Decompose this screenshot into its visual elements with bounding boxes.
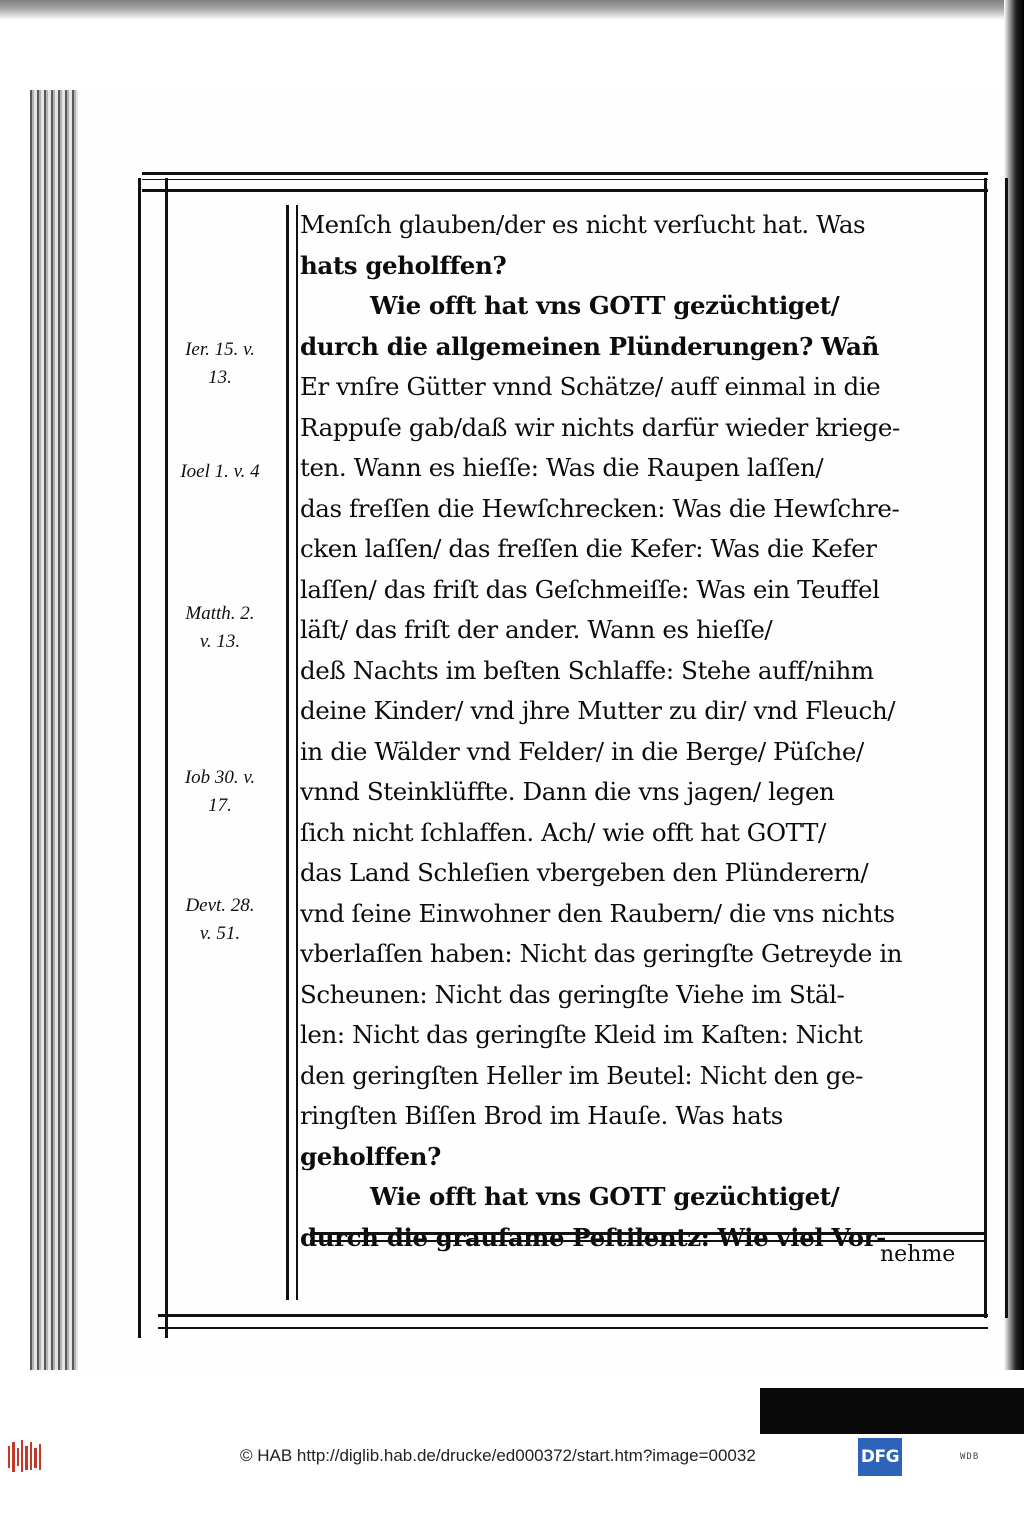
text-line: den geringſten Heller im Beutel: Nicht den ge-: [300, 1060, 864, 1090]
page-body-text: [300, 205, 990, 1258]
text-line: deine Kinder/ vnd jhre Mutter zu dir/ vnd Fleuch/: [300, 696, 896, 725]
text-line: ten. Wann es hieſſe: Was die Raupen laſſen/: [300, 453, 824, 482]
marginal-ref-line: Ier. 15. v.: [185, 339, 255, 360]
viewer-footer: [0, 1434, 1024, 1524]
marginal-ref: [160, 336, 280, 392]
marginal-ref-line: Matth. 2.: [185, 603, 255, 624]
text-line: Menſch glauben/der es nicht verſucht hat. Was: [300, 210, 866, 239]
text-line: Wie offt hat vns GOTT gezüchtiget/: [370, 291, 840, 320]
text-line: Er vnſre Gütter vnnd Schätze/ auff einmal in die: [300, 372, 881, 401]
margin-rule: [286, 205, 289, 1300]
text-line: cken laſſen/ das freſſen die Kefer: Was die Kefer: [300, 534, 877, 563]
text-line: laſſen/ das friſt das Geſchmeiſſe: Was ein Teuffel: [300, 574, 880, 604]
text-line: Scheunen: Nicht das geringſte Viehe im Stäl-: [300, 979, 845, 1009]
text-line: in die Wälder vnd Felder/ in die Berge/ Püſche/: [300, 736, 864, 766]
marginal-ref: [160, 600, 280, 656]
copyright-link[interactable]: © HAB http://diglib.hab.de/drucke/ed000372/start.htm?image=00032: [240, 1446, 756, 1465]
text-line: Rappuſe gab/daß wir nichts darfür wieder kriege-: [300, 412, 900, 442]
text-line: vberlaſſen haben: Nicht das geringſte Getreyde in: [300, 939, 903, 968]
text-line: läſt/ das friſt der ander. Wann es hieſſe/: [300, 615, 773, 644]
scan-top-edge: [0, 0, 1024, 20]
text-line: vnnd Steinklüffte. Dann die vns jagen/ legen: [300, 777, 835, 806]
text-line: geholffen?: [300, 1141, 442, 1171]
marginal-ref-line: v. 13.: [199, 631, 241, 652]
text-line: das freſſen die Hewſchrecken: Was die Hewſchre-: [300, 493, 900, 523]
catchword: nehme: [880, 1242, 956, 1267]
marginal-ref-line: 13.: [208, 367, 232, 388]
text-line: Wie offt hat vns GOTT gezüchtiget/: [370, 1182, 840, 1211]
text-line: durch die allgemeinen Plünderungen? Wañ: [300, 331, 879, 361]
scan-bottom-shadow: [760, 1388, 1024, 1434]
marginal-ref: [160, 764, 280, 820]
marginal-ref-line: Devt. 28.: [185, 895, 255, 916]
wdb-mark: WDB: [960, 1452, 980, 1462]
text-line: hats geholffen?: [300, 250, 507, 280]
marginal-ref-line: Iob 30. v.: [184, 767, 256, 788]
text-line: ringſten Biſſen Brod im Hauſe. Was hats: [300, 1101, 783, 1130]
text-line: len: Nicht das geringſte Kleid im Kaſten: Nicht: [300, 1020, 863, 1049]
binding-edge: [30, 90, 78, 1370]
text-line: ſich nicht ſchlaffen. Ach/ wie offt hat GOTT/: [300, 817, 826, 847]
marginal-ref-line: v. 51.: [199, 923, 241, 944]
margin-rule-inner: [296, 205, 298, 1300]
text-line: deß Nachts im beſten Schlaffe: Stehe auff/nihm: [300, 655, 874, 685]
text-line: vnd ſeine Einwohner den Raubern/ die vns nichts: [300, 898, 895, 928]
text-line: das Land Schleſien vbergeben den Plünderern/: [300, 858, 869, 887]
frame-top-border: [142, 172, 988, 192]
marginal-ref: [160, 892, 280, 948]
marginal-ref: [160, 458, 280, 486]
dfg-logo[interactable]: DFG: [858, 1438, 902, 1476]
marginal-ref-line: Ioel 1. v. 4: [180, 461, 260, 482]
text-line: durch die grauſame Peſtilentz: Wie viel Vor-: [300, 1222, 886, 1252]
hab-barcode-icon: [6, 1436, 46, 1476]
marginal-ref-line: 17.: [208, 795, 232, 816]
frame-bottom-border: [158, 1314, 988, 1329]
